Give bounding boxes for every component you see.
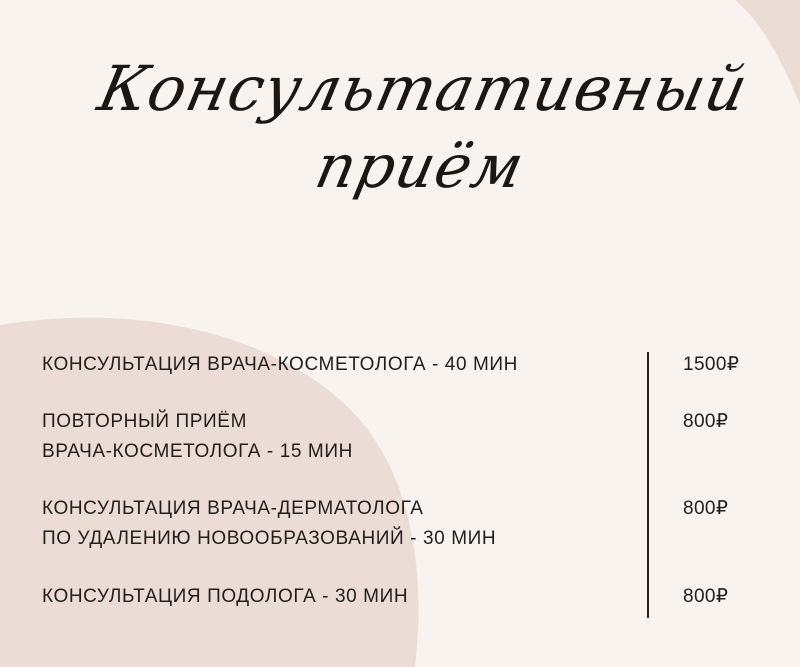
service-name (42, 407, 632, 467)
service-price: 800₽ (683, 498, 729, 519)
service-line: КОНСУЛЬТАЦИЯ ПОДОЛОГА - 30 МИН (42, 586, 409, 607)
service-line: ПОВТОРНЫЙ ПРИЁМ (42, 411, 248, 432)
service-line: ВРАЧА-КОСМЕТОЛОГА - 15 МИН (42, 441, 353, 462)
title-line-2: приём (309, 132, 531, 202)
service-price: 1500₽ (683, 354, 740, 375)
column-divider (647, 352, 649, 618)
service-name (42, 494, 632, 554)
service-line: КОНСУЛЬТАЦИЯ ВРАЧА-ДЕРМАТОЛОГА (42, 498, 424, 519)
title-line-1: Консультативный (92, 52, 755, 125)
service-line: ПО УДАЛЕНИЮ НОВООБРАЗОВАНИЙ - 30 МИН (42, 528, 497, 549)
service-price: 800₽ (683, 411, 729, 432)
service-price: 800₽ (683, 586, 729, 607)
service-name (42, 350, 632, 380)
service-name (42, 582, 632, 612)
page-title (0, 20, 800, 230)
service-line: КОНСУЛЬТАЦИЯ ВРАЧА-КОСМЕТОЛОГА - 40 МИН (42, 354, 519, 375)
